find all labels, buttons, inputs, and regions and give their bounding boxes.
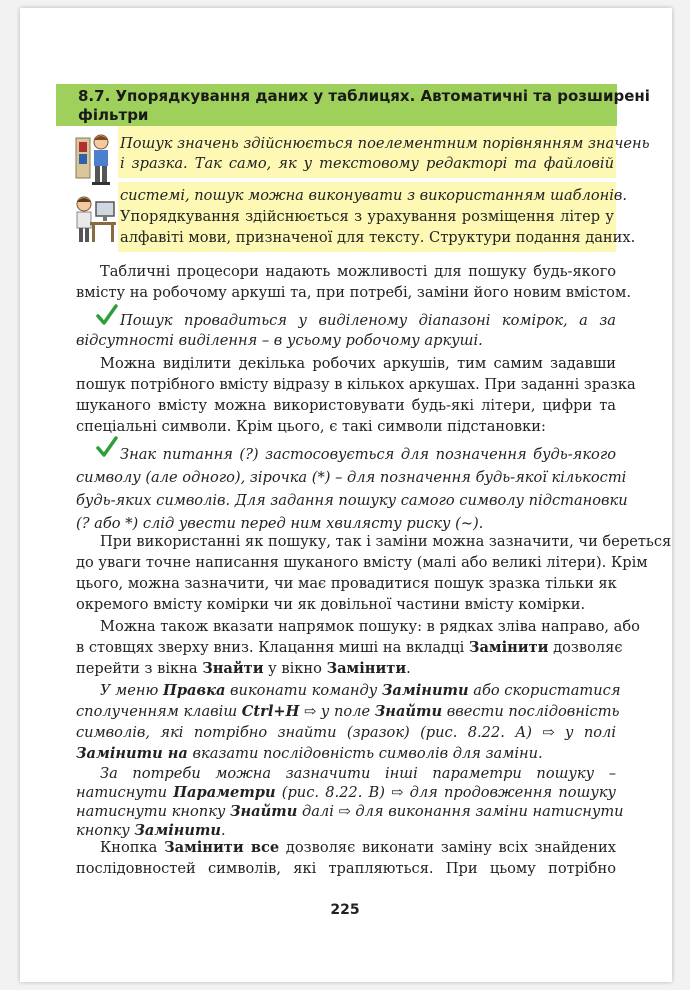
paragraph-4 — [76, 616, 640, 679]
instr1-line-2: сполученням клавіш Ctrl+H ⇨ у поле Знайти ввести послідовність — [76, 703, 620, 720]
shortcut-term: Ctrl+H — [241, 703, 300, 720]
para2-line-2: пошук потрібного вмісту відразу в кількох аркушах. При заданні зразка — [76, 376, 636, 393]
tip2-line-2: символу (але одного), зірочка (*) – для позначення будь-якої кількості — [76, 469, 627, 486]
para2-line-3: шуканого вмісту можна використовувати будь-які літери, цифри та — [76, 397, 616, 414]
instr2-line-1: За потреби можна зазначити інші параметри пошуку – — [100, 765, 616, 782]
instruction-2 — [76, 764, 624, 840]
edit-menu-term: Правка — [163, 682, 226, 699]
note-text-bottom — [120, 186, 636, 248]
page-number: 225 — [330, 902, 360, 918]
find-field-term: Знайти — [374, 703, 443, 720]
find-button-term: Знайти — [230, 803, 298, 820]
note-line-1: Пошук значень здійснюється поелементним порівнянням значень — [120, 135, 650, 152]
para1-line-2: вмісту на робочому аркуші та, при потребі, заміни його новим вмістом. — [76, 284, 631, 301]
note-line-4: Упорядкування здійснюється з урахування розміщення літер у — [120, 208, 614, 225]
para4-line-2: в стовщях зверху вниз. Клацання миші на вкладці Замінити дозволяє — [76, 639, 623, 656]
tip-1 — [76, 311, 616, 351]
heading-line-1: 8.7. Упорядкування даних у таблицях. Автоматичні та розширені — [78, 87, 650, 105]
replace-window-term: Замінити — [326, 660, 407, 677]
para3-line-4: окремого вмісту комірки чи як довільної частини вмісту комірки. — [76, 596, 586, 613]
note-line-5: алфавіті мови, призначеної для тексту. Структури подання даних. — [120, 229, 636, 246]
instr2-line-2: натиснути Параметри (рис. 8.22. В) ⇨ для продовження пошуку — [76, 784, 617, 801]
tip1-line-1: Пошук провадиться у виділеному діапазоні комірок, а за — [120, 312, 616, 329]
instr1-line-3: символів, які потрібно знайти (зразок) (рис. 8.22. А) ⇨ у полі — [76, 724, 616, 741]
para3-line-1: При використанні як пошуку, так і заміни можна зазначити, чи береться — [100, 533, 672, 550]
para2-line-1: Можна виділити декілька робочих аркушів, тим самим задавши — [100, 355, 616, 372]
paragraph-2 — [76, 353, 636, 437]
note-line-3: системі, пошук можна виконувати з використанням шаблонів. — [120, 187, 628, 204]
replace-button-term: Замінити — [134, 822, 222, 839]
find-window-term: Знайти — [202, 660, 264, 677]
instr2-line-4: кнопку Замінити. — [76, 822, 226, 839]
para5-line-2: послідовностей символів, які трапляються. При цьому потрібно — [76, 860, 616, 877]
tip2-line-4: (? або *) слід увести перед ним хвилясту риску (~). — [76, 515, 484, 532]
para5-line-1: Кнопка Замінити все дозволяє виконати заміну всіх знайдених — [100, 839, 616, 856]
note-line-2: і зразка. Так само, як у текстовому редакторі та файловій — [120, 155, 614, 172]
student-icon — [74, 130, 116, 186]
paragraph-5 — [76, 837, 616, 879]
tip1-line-2: відсутності виділення – в усьому робочому аркуші. — [76, 332, 483, 349]
para2-line-4: спеціальні символи. Крім цього, є такі символи підстановки: — [76, 418, 546, 435]
tip-2 — [76, 443, 628, 535]
replace-all-term: Замінити все — [164, 839, 280, 856]
para3-line-2: до уваги точне написання шуканого вмісту (малі або великі літери). Крім — [76, 554, 648, 571]
para1-line-1: Табличні процесори надають можливості для пошуку будь-якого — [100, 263, 616, 280]
replace-tab-term: Замінити — [468, 639, 549, 656]
para3-line-3: цього, можна зазначити, чи має провадитися пошук зразка тільки як — [76, 575, 617, 592]
note-text-top — [120, 134, 650, 174]
heading-line-2: фільтри — [78, 106, 149, 124]
instr2-line-3: натиснути кнопку Знайти далі ⇨ для виконання заміни натиснути — [76, 803, 624, 820]
para4-line-1: Можна також вказати напрямок пошуку: в рядках зліва направо, або — [100, 618, 640, 635]
paragraph-3 — [76, 531, 672, 615]
section-heading — [78, 87, 650, 125]
tip2-line-1: Знак питання (?) застосовується для позначення будь-якого — [120, 446, 616, 463]
instr1-line-4: Замінити на вказати послідовність символів для заміни. — [76, 745, 543, 762]
computer-user-icon — [72, 192, 118, 244]
paragraph-1 — [76, 261, 631, 303]
instr1-line-1: У меню Правка виконати команду Замінити або скористатися — [100, 682, 621, 699]
tip2-line-3: будь-яких символів. Для задання пошуку самого символу підстановки — [76, 492, 628, 509]
instruction-1 — [76, 680, 621, 764]
parameters-term: Параметри — [173, 784, 276, 801]
replace-with-term: Замінити на — [76, 745, 188, 762]
para4-line-3: перейти з вікна Знайти у вікно Замінити. — [76, 660, 411, 677]
replace-command-term: Замінити — [381, 682, 469, 699]
